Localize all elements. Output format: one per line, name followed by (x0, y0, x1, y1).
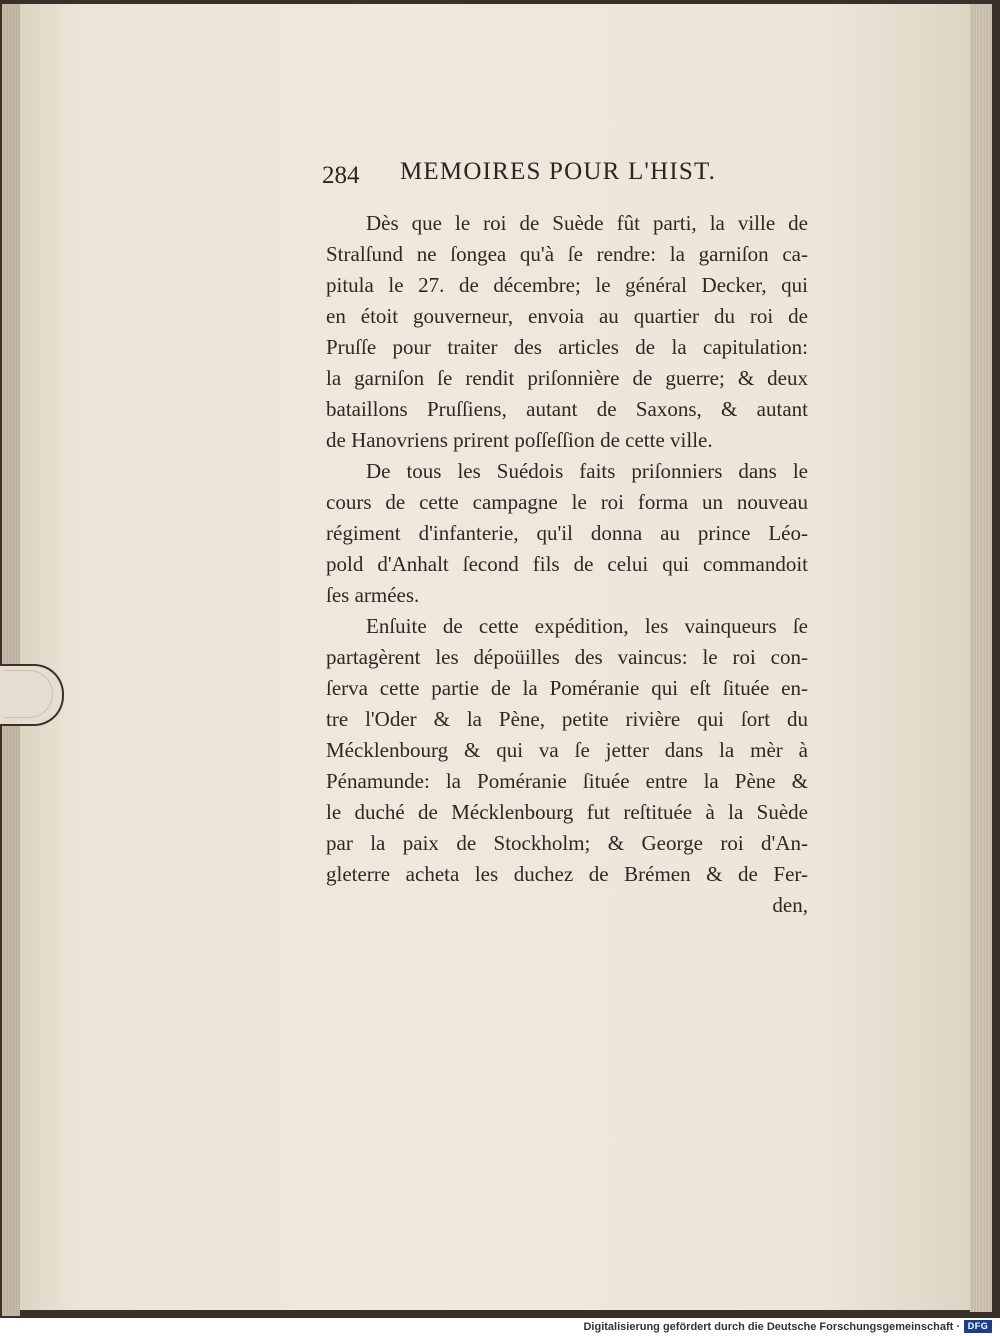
text-line: de Hanovriens prirent poſſeſſion de cette ville. (326, 428, 713, 452)
text-line: en étoit gouverneur, envoia au quartier du roi de (326, 304, 808, 328)
text-line: ſes armées. (326, 583, 420, 607)
bookmark-ribbon (0, 664, 64, 726)
text-line: la garniſon ſe rendit priſonnière de guerre; & deux (326, 366, 808, 390)
page-number: 284 (322, 162, 360, 189)
running-head: MEMOIRES POUR L'HIST. (400, 158, 717, 185)
text-line: gleterre acheta les duchez de Brémen & de Fer- (326, 862, 808, 886)
bookmark-ribbon-inner (4, 670, 53, 718)
text-line: Pruſſe pour traiter des articles de la capitulation: (326, 335, 808, 359)
text-line: pitula le 27. de décembre; le général Decker, qui (326, 273, 808, 297)
text-line: tre l'Oder & la Pène, petite rivière qui ſort du (326, 707, 808, 731)
catchword: den, (772, 893, 808, 917)
digitization-credit: Digitalisierung gefördert durch die Deutsche Forschungsgemeinschaft · (583, 1321, 960, 1333)
right-page-edges (970, 4, 992, 1312)
text-line: ſerva cette partie de la Poméranie qui eſt ſituée en- (326, 676, 808, 700)
text-line: Dès que le roi de Suède fût parti, la ville de (366, 211, 808, 235)
text-line: le duché de Mécklenbourg fut reſtituée à la Suède (326, 800, 808, 824)
body-text (326, 208, 808, 921)
text-line: Mécklenbourg & qui va ſe jetter dans la mèr à (326, 738, 808, 762)
text-line: pold d'Anhalt ſecond fils de celui qui commandoit (326, 552, 808, 576)
left-page-edges (2, 4, 20, 1316)
text-line: partagèrent les dépoüilles des vaincus: le roi con- (326, 645, 808, 669)
text-line: Enſuite de cette expédition, les vainqueurs ſe (366, 614, 808, 638)
page-header (322, 158, 822, 192)
text-line: Stralſund ne ſongea qu'à ſe rendre: la garniſon ca- (326, 242, 808, 266)
text-line: bataillons Pruſſiens, autant de Saxons, & autant (326, 397, 808, 421)
dfg-logo-icon: DFG (964, 1320, 992, 1333)
text-line: par la paix de Stockholm; & George roi d'An- (326, 831, 808, 855)
text-line: De tous les Suédois faits priſonniers dans le (366, 459, 808, 483)
text-line: régiment d'infanterie, qu'il donna au prince Léo- (326, 521, 808, 545)
text-line: Pénamunde: la Poméranie ſituée entre la Pène & (326, 769, 808, 793)
text-line: cours de cette campagne le roi forma un nouveau (326, 490, 808, 514)
